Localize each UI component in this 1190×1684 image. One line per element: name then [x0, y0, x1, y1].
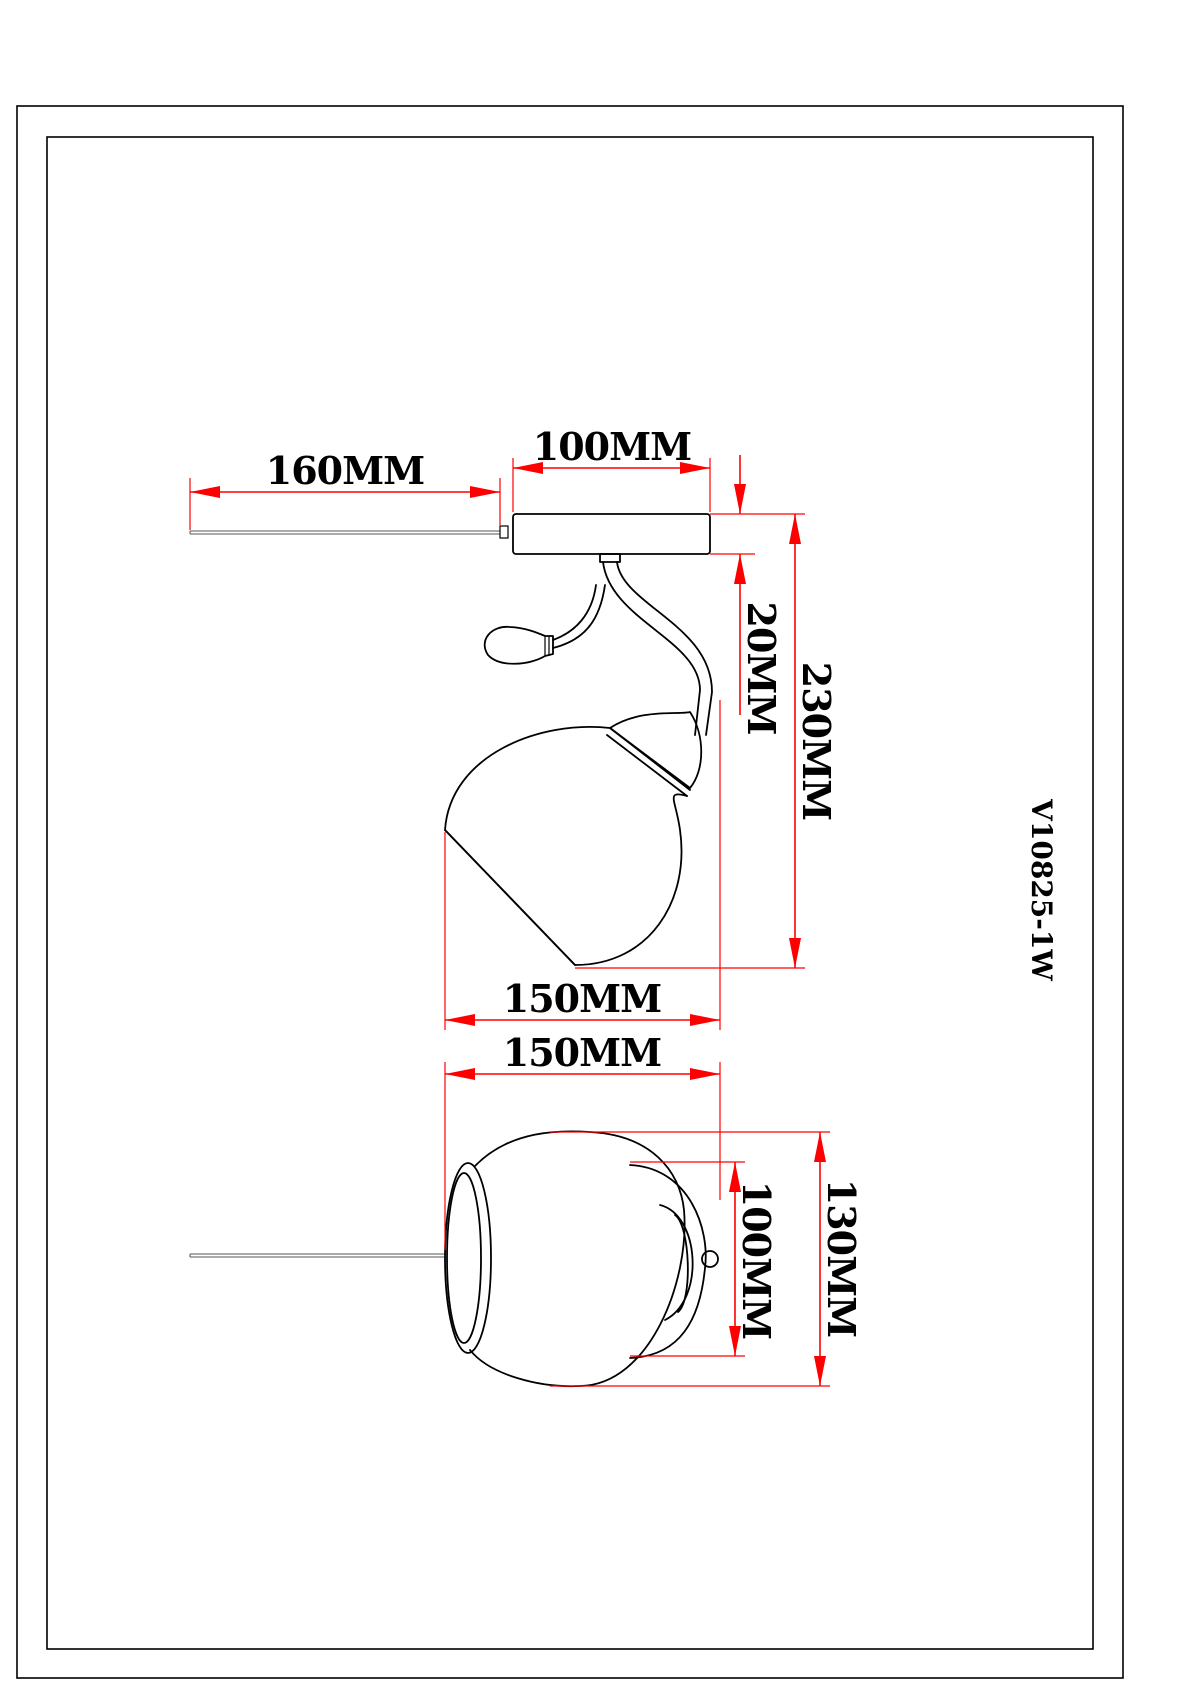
dimension-side-width: [445, 700, 720, 1030]
label-total-height: 230MM: [794, 661, 839, 821]
small-bulb: [485, 627, 553, 664]
shade-holder: [610, 712, 701, 788]
globe-opening: [445, 1163, 491, 1353]
dimension-front-total-height: [550, 1132, 864, 1386]
wall-base-plate: [513, 514, 710, 554]
label-chain-length: 160MM: [265, 448, 425, 493]
dimension-base-thickness: [710, 455, 805, 735]
pull-chain-front: [190, 1254, 445, 1257]
dimension-chain-length: [190, 448, 500, 530]
label-side-width: 150MM: [502, 976, 662, 1021]
dimension-front-base-height: [630, 1162, 779, 1356]
glass-globe: [445, 727, 687, 965]
front-holder: [630, 1165, 706, 1358]
label-front-width: 150MM: [502, 1030, 662, 1075]
dimension-base-width: [513, 424, 710, 512]
curved-arm: [553, 554, 712, 735]
inner-border: [47, 137, 1093, 1649]
label-base-thickness: 20MM: [739, 601, 784, 735]
front-view: [190, 1131, 718, 1386]
side-view: [190, 514, 712, 965]
model-number: V10825-1W: [1025, 799, 1058, 981]
label-base-width: 100MM: [532, 424, 692, 469]
label-front-base-height: 100MM: [734, 1180, 779, 1340]
pull-chain-side: [190, 526, 508, 538]
label-front-total-height: 130MM: [819, 1178, 864, 1338]
outer-border: [17, 106, 1123, 1678]
